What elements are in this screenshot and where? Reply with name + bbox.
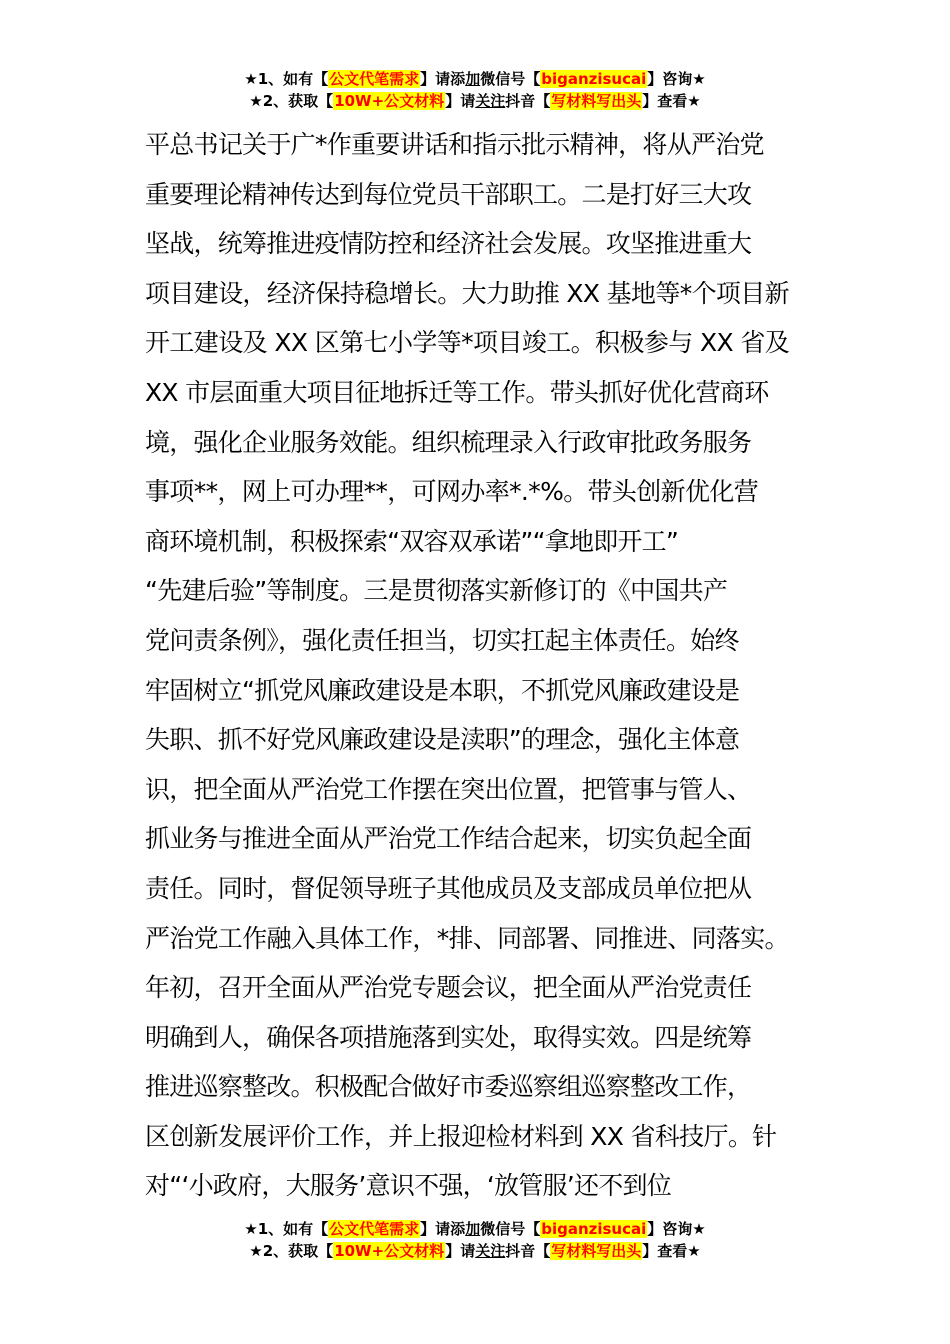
banner-line2-prefix: ★2、获取【 bbox=[249, 92, 334, 110]
banner-line1-highlight-service: 公文代笔需求 bbox=[329, 70, 420, 88]
banner-line1-emphasis: 加 bbox=[465, 70, 481, 88]
body-line: 境，强化企业服务效能。组织梳理录入行政审批政务服务 bbox=[145, 427, 752, 457]
body-line: 责任。同时，督促领导班子其他成员及支部成员单位把从 bbox=[145, 873, 752, 903]
body-line: 开工建设及 XX 区第七小学等*项目竣工。积极参与 XX 省及 bbox=[145, 328, 790, 358]
body-line: 商环境机制，积极探索“双容双承诺”“拿地即开工” bbox=[145, 526, 679, 556]
footer-banner-line-1 bbox=[0, 1218, 950, 1240]
banner-line1-middle2: 微信号【 bbox=[480, 70, 541, 88]
footer-line1-suffix: 】咨询★ bbox=[647, 1220, 706, 1238]
banner-line2-middle2: 抖音【 bbox=[505, 92, 551, 110]
footer-line1-emphasis: 加 bbox=[465, 1220, 481, 1238]
banner-line-1 bbox=[0, 68, 950, 90]
footer-line2-middle2: 抖音【 bbox=[505, 1242, 551, 1260]
document-body bbox=[145, 120, 825, 1211]
banner-line2-highlight-materials: 10W+公文材料 bbox=[334, 92, 445, 110]
footer-line2-highlight-douyin: 写材料写出头 bbox=[551, 1242, 642, 1260]
footer-line2-suffix: 】查看★ bbox=[642, 1242, 701, 1260]
body-line: 抓业务与推进全面从严治党工作结合起来，切实负起全面 bbox=[145, 824, 752, 854]
body-line: 平总书记关于广*作重要讲话和指示批示精神，将从严治党 bbox=[145, 130, 764, 159]
body-line: 严治党工作融入具体工作，*排、同部署、同推进、同落实。 bbox=[145, 923, 789, 953]
footer-line1-highlight-wechat: biganzisucai bbox=[541, 1220, 647, 1238]
body-line: 党问责条例》，强化责任担当，切实扛起主体责任。始终 bbox=[145, 625, 739, 655]
banner-line2-emphasis: 关注 bbox=[475, 92, 506, 110]
footer-line2-emphasis: 关注 bbox=[475, 1242, 506, 1260]
body-line: 事项**，网上可办理**，可网办率*.*%。带头创新优化营 bbox=[145, 477, 759, 507]
banner-line2-suffix: 】查看★ bbox=[642, 92, 701, 110]
banner-line2-middle: 】请 bbox=[445, 92, 476, 110]
footer-line1-middle: 】请添 bbox=[420, 1220, 466, 1238]
footer-banner-line-2 bbox=[0, 1240, 950, 1262]
body-line: 项目建设，经济保持稳增长。大力助推 XX 基地等*个项目新 bbox=[145, 278, 790, 308]
footer-line1-prefix: ★1、如有【 bbox=[244, 1220, 329, 1238]
body-line: 推进巡察整改。积极配合做好市委巡察组巡察整改工作， bbox=[145, 1072, 752, 1102]
banner-line1-highlight-wechat: biganzisucai bbox=[541, 70, 647, 88]
body-line: 失职、抓不好党风廉政建设是渎职”的理念，强化主体意 bbox=[145, 725, 740, 755]
body-line: 对“‘小政府，大服务’意识不强，‘放管服’还不到位 bbox=[145, 1171, 671, 1201]
body-line: 区创新发展评价工作，并上报迎检材料到 XX 省科技厅。针 bbox=[145, 1121, 777, 1151]
body-line: “先建后验”等制度。三是贯彻落实新修订的《中国共产 bbox=[145, 576, 728, 606]
banner-line1-middle: 】请添 bbox=[420, 70, 466, 88]
banner-line1-suffix: 】咨询★ bbox=[647, 70, 706, 88]
body-line: 年初，召开全面从严治党专题会议，把全面从严治党责任 bbox=[145, 973, 752, 1003]
banner-line2-highlight-douyin: 写材料写出头 bbox=[551, 92, 642, 110]
footer-banner bbox=[0, 1218, 950, 1262]
body-line: 明确到人，确保各项措施落到实处，取得实效。四是统筹 bbox=[145, 1022, 752, 1052]
body-line: 牢固树立“抓党风廉政建设是本职，不抓党风廉政建设是 bbox=[145, 675, 740, 705]
body-line: 重要理论精神传达到每位党员干部职工。二是打好三大攻 bbox=[145, 179, 752, 209]
footer-line1-middle2: 微信号【 bbox=[480, 1220, 541, 1238]
banner-line-2 bbox=[0, 90, 950, 112]
body-line: 识，把全面从严治党工作摆在突出位置，把管事与管人、 bbox=[145, 774, 752, 804]
banner-line1-prefix: ★1、如有【 bbox=[244, 70, 329, 88]
body-line: 坚战，统筹推进疫情防控和经济社会发展。攻坚推进重大 bbox=[145, 229, 752, 259]
footer-line2-middle: 】请 bbox=[445, 1242, 476, 1260]
header-banner bbox=[0, 68, 950, 112]
footer-line2-highlight-materials: 10W+公文材料 bbox=[334, 1242, 445, 1260]
body-line: XX 市层面重大项目征地拆迁等工作。带头抓好优化营商环 bbox=[145, 377, 769, 407]
footer-line1-highlight-service: 公文代笔需求 bbox=[329, 1220, 420, 1238]
footer-line2-prefix: ★2、获取【 bbox=[249, 1242, 334, 1260]
